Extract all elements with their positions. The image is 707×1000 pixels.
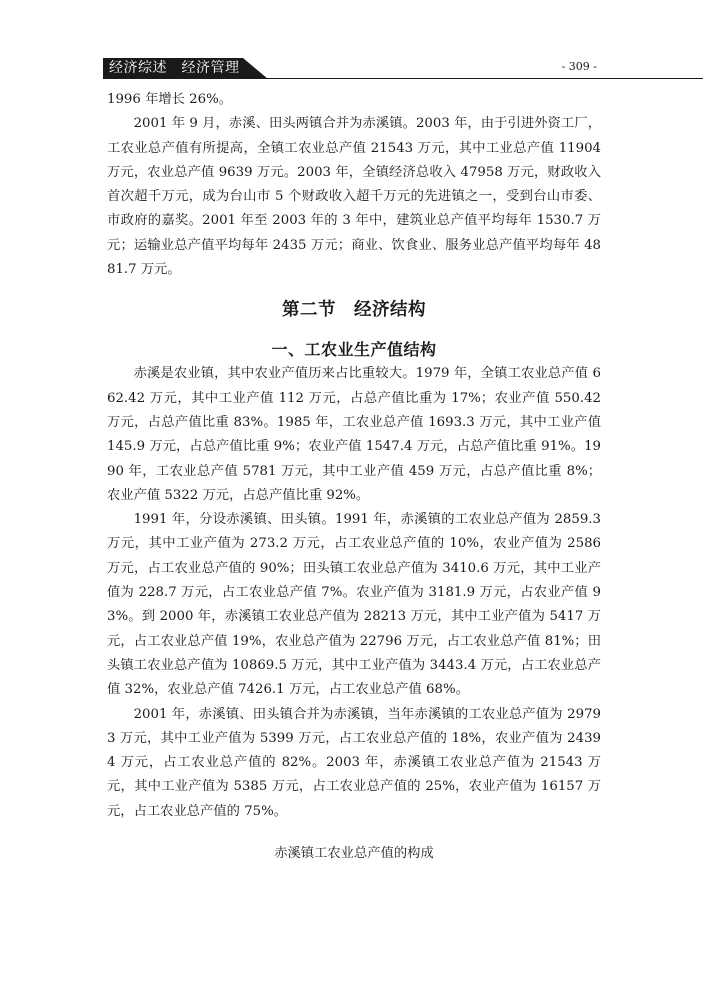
page-number: - 309 - (561, 60, 597, 73)
continued-paragraph: 1996 年增长 26%。 (107, 92, 233, 107)
section-title: 第二节 经济结构 (282, 300, 426, 321)
paragraph-structure-2001-2003: 2001 年，赤溪镇、田头镇合并为赤溪镇，当年赤溪镇的工农业总产值为 29793 万元，其中工业产值为 5399 万元，占工农业总产值的 18%，农业产值为 24394 万元，占工农业总产值的 82%。2003 年，赤溪镇工农业总产值为 21543 万元，其中工业产值为 5385 万元，占工农业总产值的 25%，农业产值为 16157 万元，占工农业总产值的 75%。 (107, 706, 601, 819)
header-rule (263, 78, 703, 79)
paragraph-merger-2001: 2001 年 9 月，赤溪、田头两镇合并为赤溪镇。2003 年，由于引进外资工厂，工农业总产值有所提高，全镇工农业总产值 21543 万元，其中工业总产值 11904 万元，农业总产值 9639 万元。2003 年，全镇经济总收入 47958 万元，财政收入首次超千万元，成为台山市 5 个财政收入超千万元的先进镇之一，受到台山市委、市政府的嘉奖。2001 年至 2003 年的 3 年中，建筑业总产值平均每年 1530.7 万元；运输业总产值平均每年 2435 万元；商业、饮食业、服务业总产值平均每年 4881.7 万元。 (107, 116, 601, 278)
paragraph-structure-1991-2000: 1991 年，分设赤溪镇、田头镇。1991 年，赤溪镇的工农业总产值为 2859.3 万元，其中工业产值为 273.2 万元，占工农业总产值的 10%，农业产值为 2586 万元，占工农业总产值的 90%；田头镇工农业总产值为 3410.6 万元，其中工业产值为 228.7 万元，占工农业总产值 7%。农业产值为 3181.9 万元，占农业产值 93%。到 2000 年，赤溪镇工农业总产值为 28213 万元，其中工业产值为 5417 万元，占工农业总产值 19%，农业总产值为 22796 万元，占工农业总产值 81%；田头镇工农业总产值为 10869.5 万元，其中工业产值为 3443.4 万元，占工农业总产值 32%，农业总产值 7426.1 万元，占工农业总产值 68%。 (107, 512, 601, 698)
table-caption: 赤溪镇工农业总产值的构成 (274, 846, 434, 862)
page-body (107, 88, 601, 866)
header-section-label: 经济综述 经济管理 (109, 60, 240, 76)
running-header (103, 58, 603, 80)
paragraph-structure-1979-1990: 赤溪是农业镇，其中农业产值历来占比重较大。1979 年，全镇工农业总产值 662.42 万元，其中工业产值 112 万元，占总产值比重为 17%；农业产值 550.42 万元，占总产值比重 83%。1985 年，工农业总产值 1693.3 万元，其中工业产值 145.9 万元，占总产值比重 9%；农业产值 1547.4 万元，占总产值比重 91%。1990 年，工农业总产值 5781 万元，其中工业产值 459 万元，占总产值比重 8%；农业产值 5322 万元，占总产值比重 92%。 (107, 366, 601, 503)
subsection-title: 一、工农业生产值结构 (271, 340, 437, 360)
